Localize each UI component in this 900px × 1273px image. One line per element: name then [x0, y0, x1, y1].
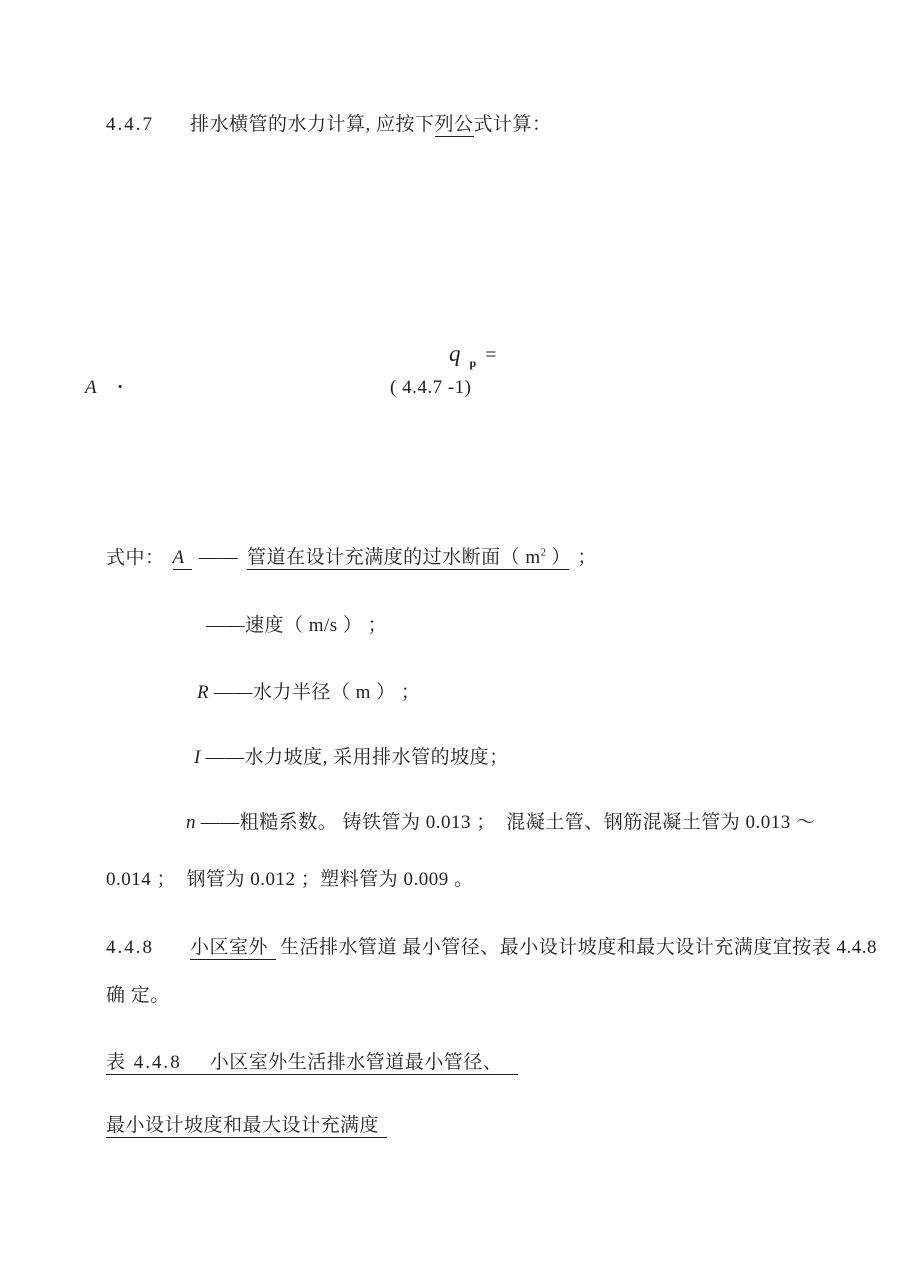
section-number-448: 4.4.8: [106, 937, 154, 958]
where-item-n: n ——粗糙系数。 铸铁管为 0.013 ； 混凝土管、钢筋混凝土管为 0.013 ～: [186, 812, 816, 833]
where-item-R: R ——水力半径（ m ） ；: [197, 682, 421, 703]
where-desc-A: 管道在设计充满度的过水断面（ $m^2$ ）: [247, 547, 569, 570]
section-4-4-8-heading: [85, 906, 877, 990]
section-447-text-post: 式计算：: [473, 114, 552, 135]
where-symbol-R: R: [197, 682, 209, 703]
dash-A: ——: [199, 547, 239, 569]
section-4-4-8-continuation: 确 定。: [106, 985, 170, 1006]
where-item-n-continuation: 0.014 ； 钢管为 0.012 ；塑料管为 0.009 。: [106, 869, 474, 890]
table-caption-underline: [106, 1052, 518, 1075]
where-symbol-I: I: [194, 747, 201, 768]
formula-subscript-p: p: [469, 356, 477, 370]
formula-variable-A: A: [85, 377, 97, 398]
formula-equals-sign: =: [485, 344, 497, 366]
where-item-velocity: ——速度（ m/s ） ；: [206, 615, 388, 636]
section-448-text: 生活排水管道 最小管径、最小设计坡度和最大设计充满度宜按表 4.4.8: [280, 937, 878, 958]
section-448-underlined-text: 小区室外: [190, 937, 276, 960]
where-item-I: I ——水力坡度, 采用排水管的坡度；: [194, 747, 509, 768]
table-caption-text1: 小区室外生活排水管道最小管径、: [209, 1052, 503, 1073]
table-number: 表 4.4.8: [106, 1052, 182, 1073]
superscript-2: 2: [540, 547, 547, 559]
section-447-underlined-text: 列公: [434, 114, 474, 135]
where-label: 式中：: [106, 547, 165, 569]
formula-dot-operator: ·: [117, 377, 124, 398]
where-tail-A: ；: [577, 547, 597, 569]
table-caption-text2: 最小设计坡度和最大设计充满度: [106, 1115, 387, 1138]
section-number-447: 4.4.7: [106, 114, 154, 135]
table-caption-line2: [85, 1084, 387, 1168]
where-symbol-A: A: [173, 547, 193, 570]
where-symbol-n: n: [186, 812, 196, 833]
section-447-text-pre: 排水横管的水力计算, 应按下: [190, 114, 435, 135]
formula-rhs-line: [0, 374, 900, 514]
formula-variable-q: q: [449, 341, 461, 366]
equation-number: ( 4.4.7 -1): [390, 377, 472, 398]
section-4-4-7-heading: [85, 83, 552, 167]
